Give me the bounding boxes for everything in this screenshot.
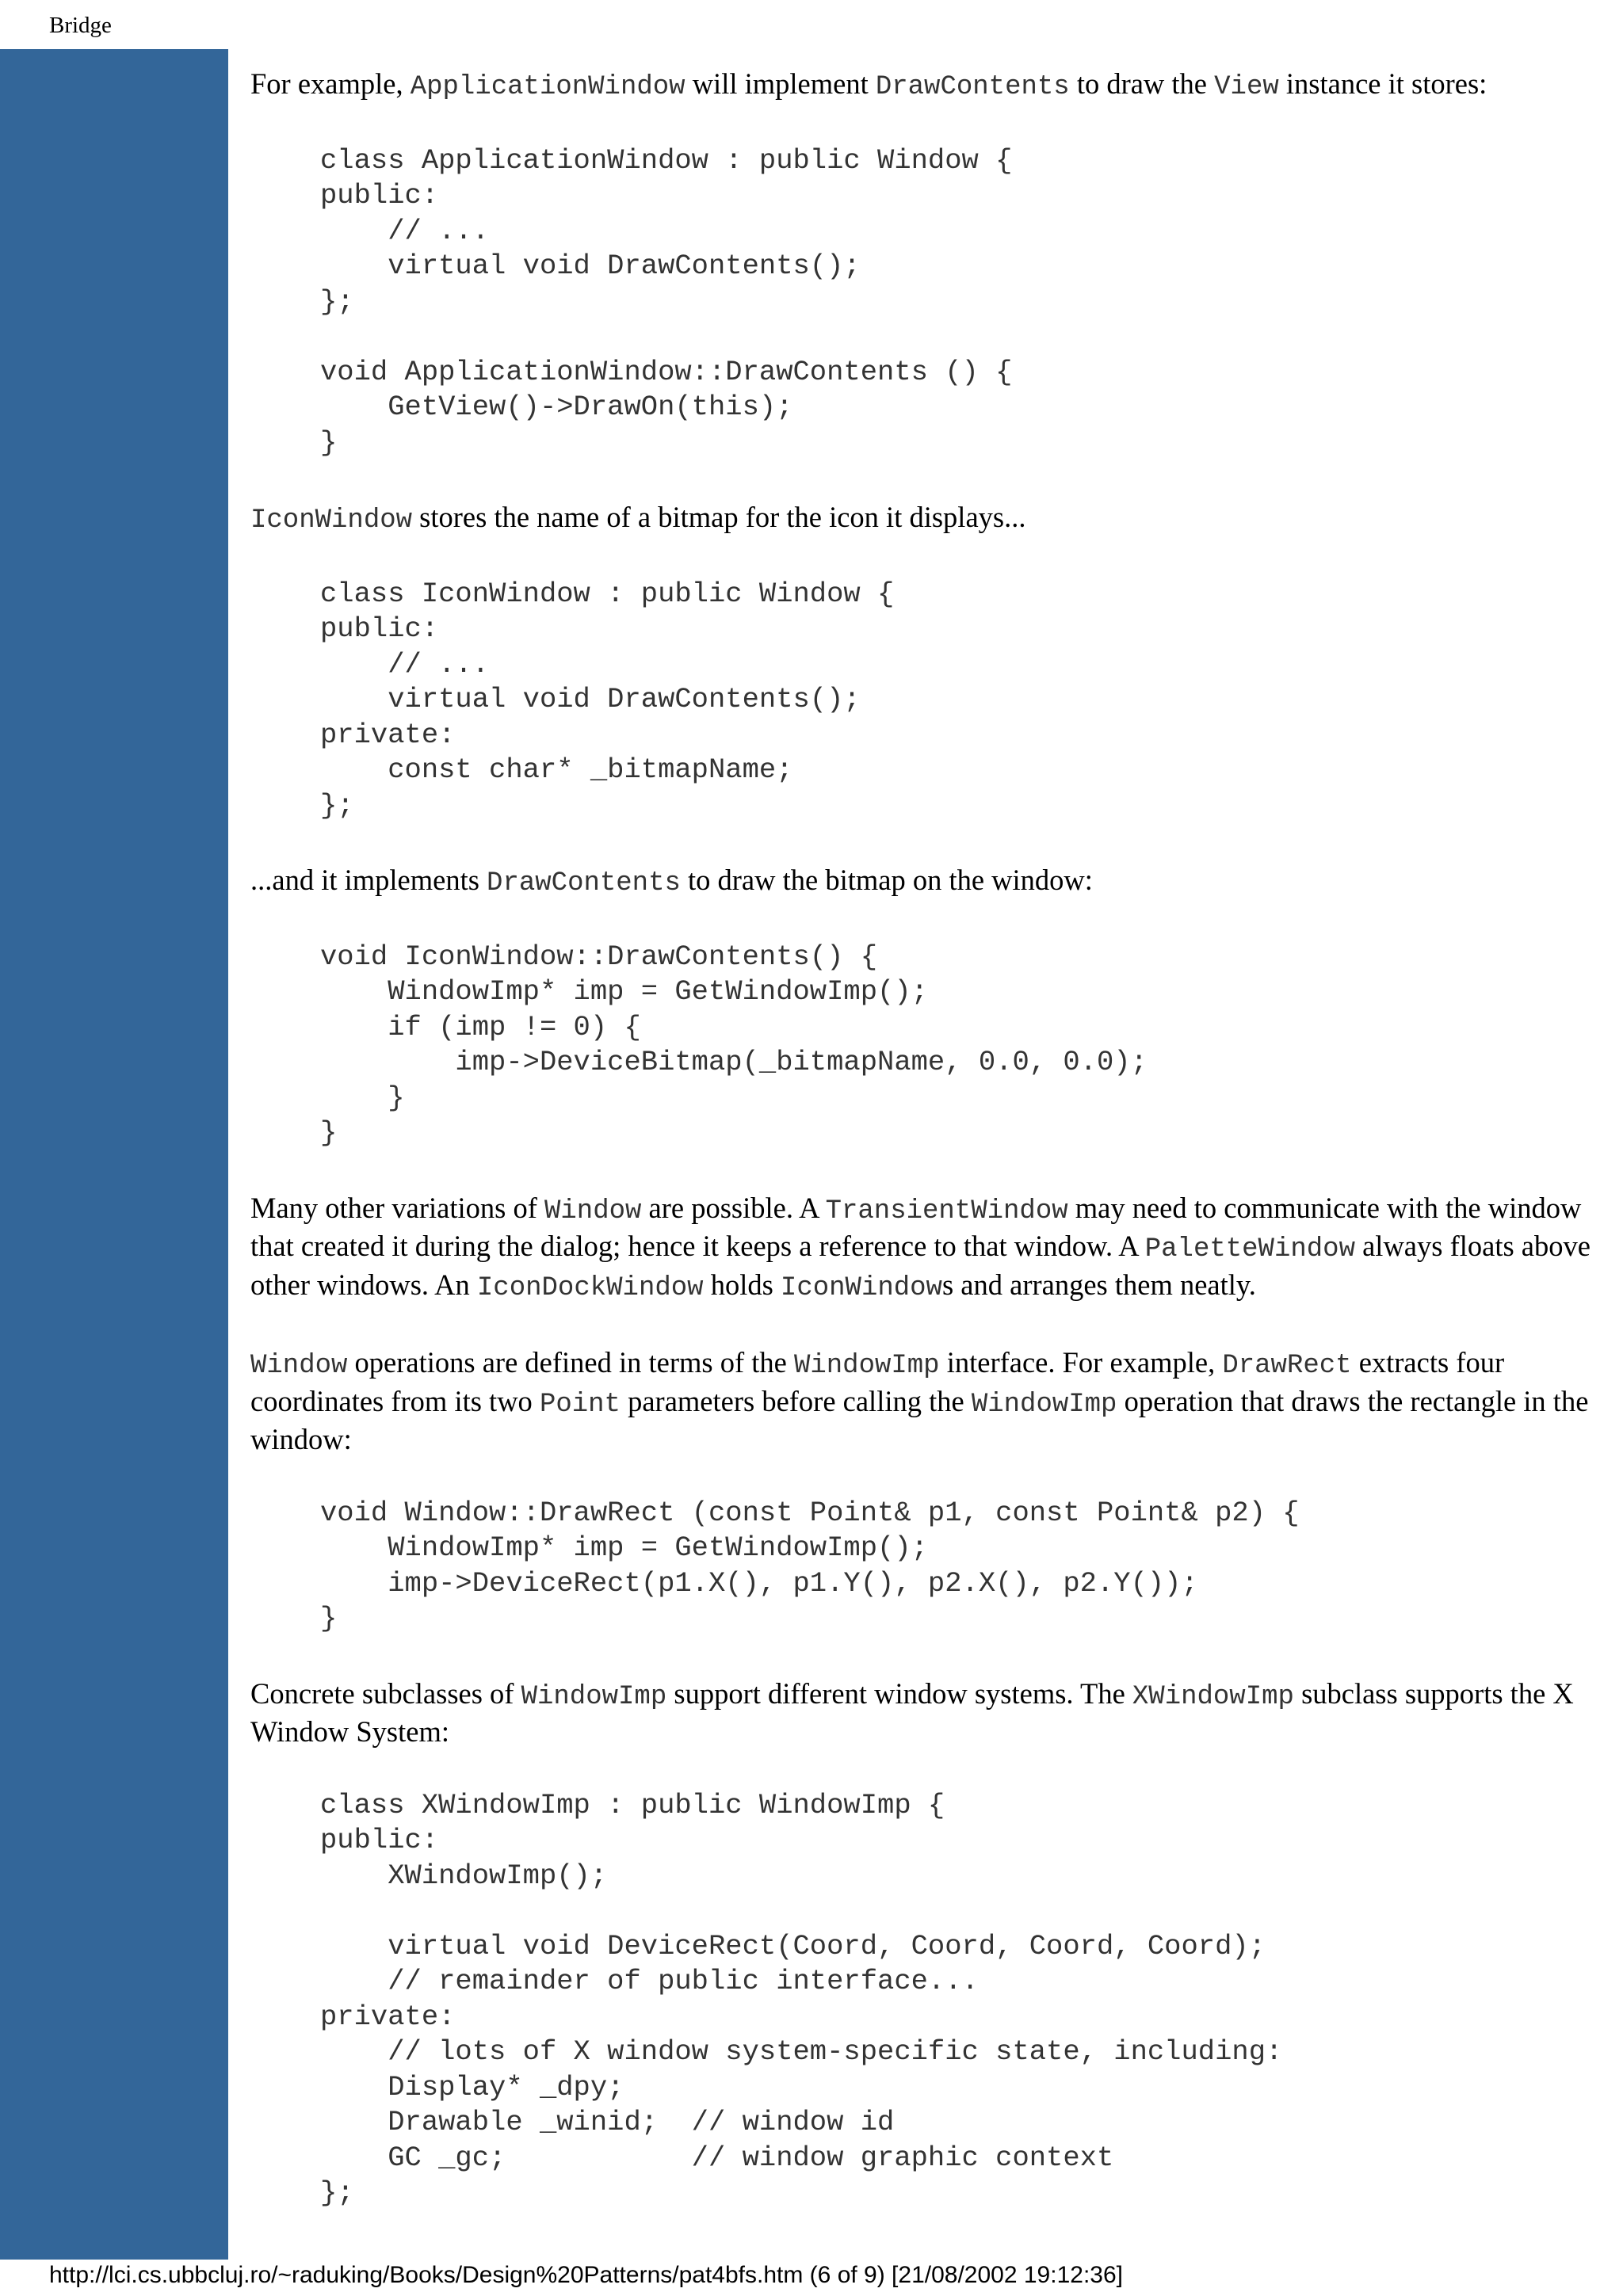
code-term: Point [539, 1389, 621, 1420]
text: Concrete subclasses of [250, 1676, 521, 1710]
text: operation that draws the rectangle in the window: [250, 1384, 1589, 1455]
text: are possible. A [641, 1191, 826, 1224]
code-term: Window [544, 1196, 642, 1226]
code-term: ApplicationWindow [410, 72, 685, 102]
code-block-3: void IconWindow::DrawContents() { WindowImp* imp = GetWindowImp(); if (imp != 0) { imp->DeviceBitmap(_bitmapName, 0.0, 0.0); } } [320, 940, 1148, 1149]
text: Many other variations of [250, 1191, 544, 1224]
left-sidebar-bar [0, 49, 228, 2260]
code-term: DrawContents [487, 868, 681, 898]
code-term: WindowImp [793, 1351, 940, 1381]
code-term: View [1214, 72, 1279, 102]
text: always floats above other windows. An [250, 1230, 1591, 1301]
text: extracts four coordinates from its two [250, 1346, 1505, 1417]
text: holds [703, 1268, 781, 1301]
code-term: DrawContents [875, 72, 1070, 102]
text: stores the name of a bitmap for the icon it displays... [412, 501, 1026, 533]
paragraph-6 [250, 1676, 1598, 1750]
text: s and arranges them neatly. [941, 1268, 1256, 1301]
code-block-5: class XWindowImp : public WindowImp { public: XWindowImp(); virtual void DeviceRect(Coord, Coord, Coord, Coord); // remainder of public interface... private: // lots of X window system-specific state, including: Display* _dpy; Drawable _winid; // window id GC _gc; // window graphic context }; [320, 1788, 1283, 2209]
code-term: Window [250, 1351, 348, 1381]
paragraph-1 [250, 67, 1598, 105]
text: ...and it implements [250, 864, 487, 896]
code-block-4: void Window::DrawRect (const Point& p1, const Point& p2) { WindowImp* imp = GetWindowImp(); imp->DeviceRect(p1.X(), p1.Y(), p2.X(), p2.Y()); } [320, 1496, 1300, 1634]
paragraph-3 [250, 863, 1598, 902]
code-block-2: class IconWindow : public Window { public: // ... virtual void DrawContents(); private: const char* _bitmapName; }; [320, 577, 895, 822]
code-term: WindowImp [521, 1681, 667, 1712]
text: instance it stores: [1278, 67, 1487, 100]
document-content [250, 67, 1598, 2211]
text: will implement [685, 67, 876, 100]
code-term: WindowImp [971, 1389, 1117, 1420]
text: subclass supports the X Window System: [250, 1676, 1574, 1748]
footer-url: http://lci.cs.ubbcluj.ro/~raduking/Books/Design%20Patterns/pat4bfs.htm (6 of 9) [21/08/2002 19:12:36] [49, 2262, 1123, 2288]
text: support different window systems. The [666, 1676, 1132, 1710]
code-block-1: class ApplicationWindow : public Window { public: // ... virtual void DrawContents(); }; void ApplicationWindow::DrawContents () { GetView()->DrawOn(this); } [320, 143, 1013, 459]
code-term: TransientWindow [825, 1196, 1068, 1226]
code-term: IconDockWindow [476, 1272, 704, 1303]
text: to draw the [1069, 67, 1215, 100]
text: For example, [250, 67, 411, 100]
code-term: IconWindow [780, 1272, 942, 1303]
text: to draw the bitmap on the window: [680, 864, 1093, 896]
text: may need to communicate with the window that created it during the dialog; hence it keeps a reference to that window. A [250, 1191, 1582, 1262]
code-term: XWindowImp [1132, 1681, 1294, 1712]
paragraph-2 [250, 500, 1598, 539]
paragraph-5 [250, 1345, 1598, 1458]
code-term: DrawRect [1222, 1351, 1352, 1381]
text: interface. For example, [939, 1346, 1223, 1379]
code-term: IconWindow [250, 505, 413, 536]
paragraph-4 [250, 1191, 1598, 1306]
page-header-title: Bridge [49, 13, 112, 38]
code-term: PaletteWindow [1144, 1234, 1355, 1264]
text: parameters before calling the [620, 1384, 972, 1417]
text: operations are defined in terms of the [347, 1346, 794, 1379]
